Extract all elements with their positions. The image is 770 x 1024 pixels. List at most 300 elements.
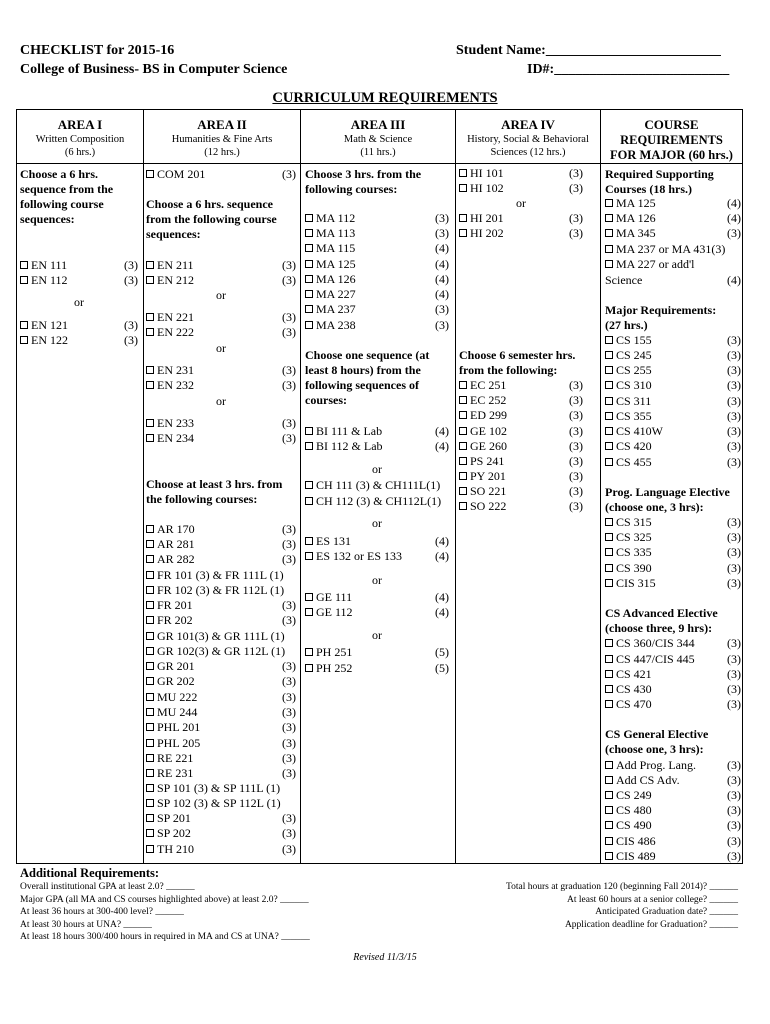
course-checkbox-row[interactable] — [305, 439, 449, 453]
course-checkbox-row[interactable] — [305, 645, 449, 659]
course-checkbox-row[interactable] — [605, 394, 741, 408]
course-label: TH 210 — [157, 842, 194, 856]
course-checkbox-row[interactable] — [305, 494, 449, 508]
course-label: Choose one sequence (at — [305, 348, 430, 362]
course-checkbox-row[interactable] — [459, 226, 583, 240]
course-checkbox-row[interactable] — [305, 478, 449, 492]
course-checkbox-row[interactable] — [146, 613, 296, 627]
course-checkbox-row[interactable] — [605, 515, 741, 529]
checkbox[interactable] — [146, 677, 154, 685]
area-subtitle: Written Composition — [35, 134, 125, 145]
course-checkbox-row[interactable] — [459, 424, 583, 438]
id-field[interactable]: ID#:_________________________ — [527, 62, 730, 77]
or-separator — [20, 295, 138, 309]
course-label: PHL 205 — [157, 736, 201, 750]
course-label: Choose a 6 hrs. sequence — [146, 197, 274, 211]
course-checkbox-row[interactable] — [605, 530, 741, 544]
course-checkbox-row[interactable] — [305, 226, 449, 240]
course-checkbox-row[interactable] — [146, 552, 296, 566]
checkbox[interactable] — [305, 552, 313, 560]
checkbox[interactable] — [146, 693, 154, 701]
course-label: the following courses: — [146, 492, 258, 506]
course-checkbox-row[interactable] — [146, 583, 296, 597]
course-checkbox-row[interactable] — [146, 363, 296, 377]
course-label: GE 111 — [316, 590, 353, 604]
credit-hours: (3) — [727, 818, 741, 832]
course-checkbox-row[interactable] — [305, 318, 449, 332]
course-label: PH 251 — [316, 645, 353, 659]
area-2-header — [144, 117, 300, 159]
course-label: Required Supporting — [605, 167, 714, 181]
course-checkbox-row[interactable] — [605, 196, 741, 210]
course-checkbox-row[interactable] — [459, 378, 583, 392]
credit-hours: (3) — [727, 226, 741, 240]
checkbox[interactable] — [605, 685, 613, 693]
checkbox[interactable] — [20, 261, 28, 269]
checkbox[interactable] — [459, 229, 467, 237]
course-label: Science — [605, 273, 643, 287]
checkbox[interactable] — [305, 442, 313, 450]
checkbox[interactable] — [605, 806, 613, 814]
checkbox[interactable] — [605, 700, 613, 708]
credit-hours: (3) — [282, 613, 296, 627]
checkbox[interactable] — [605, 791, 613, 799]
checkbox[interactable] — [605, 548, 613, 556]
checkbox[interactable] — [305, 260, 313, 268]
checkbox[interactable] — [305, 664, 313, 672]
program-title: College of Business- BS in Computer Science — [20, 62, 288, 77]
course-checkbox-row[interactable] — [20, 333, 138, 347]
checkbox[interactable] — [605, 260, 613, 268]
course-checkbox-row[interactable] — [605, 788, 741, 802]
checkbox[interactable] — [605, 776, 613, 784]
course-checkbox-row[interactable] — [146, 781, 296, 795]
course-checkbox-row[interactable] — [146, 842, 296, 856]
checkbox[interactable] — [146, 555, 154, 563]
course-checkbox-row[interactable] — [305, 257, 449, 271]
instruction-text — [20, 182, 138, 196]
credit-hours: (3) — [282, 273, 296, 287]
course-checkbox-row[interactable] — [605, 667, 741, 681]
course-label: courses: — [305, 393, 347, 407]
checkbox[interactable] — [605, 214, 613, 222]
course-label: PS 241 — [470, 454, 505, 468]
checkbox[interactable] — [605, 245, 613, 253]
course-checkbox-row[interactable] — [146, 522, 296, 536]
course-label: CS 447/CIS 445 — [616, 652, 695, 666]
credit-hours: (3) — [727, 439, 741, 453]
course-checkbox-row[interactable] — [605, 834, 741, 848]
checkbox[interactable] — [605, 458, 613, 466]
credit-hours: (3) — [727, 682, 741, 696]
course-label: MA 237 — [316, 302, 356, 316]
checkbox[interactable] — [605, 336, 613, 344]
course-label: CIS 486 — [616, 834, 656, 848]
course-label: MA 237 or MA 431(3) — [616, 242, 726, 256]
course-checkbox-row[interactable] — [146, 826, 296, 840]
course-label: CS 335 — [616, 545, 652, 559]
course-checkbox-row[interactable] — [20, 258, 138, 272]
course-label: RE 221 — [157, 751, 194, 765]
course-label: CS 470 — [616, 697, 652, 711]
checkbox[interactable] — [459, 502, 467, 510]
course-label: or — [372, 573, 382, 587]
course-checkbox-row[interactable] — [305, 605, 449, 619]
checkbox[interactable] — [146, 708, 154, 716]
checkbox[interactable] — [146, 434, 154, 442]
course-checkbox-row[interactable] — [605, 378, 741, 392]
course-checkbox-row[interactable] — [146, 568, 296, 582]
additional-requirements-title: Additional Requirements: — [20, 866, 160, 880]
requirement-line: Application deadline for Graduation? ______ — [564, 919, 738, 930]
course-checkbox-row[interactable] — [605, 226, 741, 240]
course-checkbox-row[interactable] — [605, 682, 741, 696]
course-label: Add CS Adv. — [616, 773, 680, 787]
course-checkbox-row[interactable] — [605, 333, 741, 347]
checkbox[interactable] — [305, 593, 313, 601]
checkbox[interactable] — [146, 799, 154, 807]
checkbox[interactable] — [305, 275, 313, 283]
credit-hours: (3) — [727, 333, 741, 347]
course-checkbox-row[interactable] — [459, 484, 583, 498]
course-label: RE 231 — [157, 766, 194, 780]
table-header-border — [16, 163, 743, 164]
course-checkbox-row[interactable] — [605, 455, 741, 469]
checkbox[interactable] — [146, 170, 154, 178]
course-checkbox-row[interactable] — [305, 241, 449, 255]
course-label: CIS 489 — [616, 849, 656, 863]
checkbox[interactable] — [459, 411, 467, 419]
requirement-line: Overall institutional GPA at least 2.0? ______ — [20, 882, 195, 892]
area-title: AREA I — [57, 117, 103, 132]
course-checkbox-row[interactable] — [605, 803, 741, 817]
course-label: GR 201 — [157, 659, 195, 673]
course-checkbox-row[interactable] — [146, 659, 296, 673]
course-checkbox-row[interactable] — [459, 393, 583, 407]
course-checkbox-row[interactable] — [146, 431, 296, 445]
course-checkbox-row[interactable] — [305, 661, 449, 675]
course-checkbox-row[interactable] — [146, 273, 296, 287]
credit-hours: (3) — [569, 393, 583, 407]
checkbox[interactable] — [146, 814, 154, 822]
course-checkbox-row[interactable] — [146, 537, 296, 551]
checkbox[interactable] — [146, 328, 154, 336]
course-checkbox-row[interactable] — [146, 416, 296, 430]
checkbox[interactable] — [305, 321, 313, 329]
course-checkbox-row[interactable] — [605, 409, 741, 423]
checkbox[interactable] — [605, 837, 613, 845]
checkbox[interactable] — [146, 754, 154, 762]
credit-hours: (3) — [727, 530, 741, 544]
course-label: CS Advanced Elective — [605, 606, 718, 620]
checkbox[interactable] — [146, 276, 154, 284]
course-checkbox-row[interactable] — [146, 167, 296, 181]
credit-hours: (3) — [569, 439, 583, 453]
course-checkbox-row[interactable] — [459, 166, 583, 180]
checkbox[interactable] — [146, 616, 154, 624]
checkbox[interactable] — [459, 487, 467, 495]
course-label: SP 102 (3) & SP 112L (1) — [157, 796, 281, 810]
course-checkbox-row[interactable] — [146, 258, 296, 272]
checkbox[interactable] — [459, 169, 467, 177]
course-checkbox-row[interactable] — [605, 257, 741, 271]
course-label: or — [372, 516, 382, 530]
checkbox[interactable] — [146, 419, 154, 427]
course-label: HI 201 — [470, 211, 504, 225]
checkbox[interactable] — [146, 381, 154, 389]
instruction-text — [605, 606, 741, 620]
course-checkbox-row[interactable] — [305, 590, 449, 604]
checkbox[interactable] — [146, 662, 154, 670]
course-checkbox-row[interactable] — [146, 736, 296, 750]
course-label: GE 260 — [470, 439, 507, 453]
checkbox[interactable] — [20, 276, 28, 284]
credit-hours: (3) — [569, 424, 583, 438]
checkbox[interactable] — [605, 351, 613, 359]
course-checkbox-row[interactable] — [605, 636, 741, 650]
course-checkbox-row[interactable] — [146, 811, 296, 825]
checkbox[interactable] — [305, 537, 313, 545]
or-separator — [305, 462, 449, 476]
course-checkbox-row[interactable] — [459, 408, 583, 422]
course-checkbox-row[interactable] — [20, 273, 138, 287]
course-label: EN 233 — [157, 416, 194, 430]
checkbox[interactable] — [605, 366, 613, 374]
checkbox[interactable] — [146, 571, 154, 579]
checkbox[interactable] — [146, 829, 154, 837]
checkbox[interactable] — [305, 608, 313, 616]
credit-hours: (3) — [282, 522, 296, 536]
requirement-line: Total hours at graduation 120 (beginning Fall 2014)? ______ — [505, 882, 738, 892]
checkbox[interactable] — [305, 648, 313, 656]
course-label: GE 102 — [470, 424, 507, 438]
checkbox[interactable] — [459, 472, 467, 480]
course-checkbox-row[interactable] — [146, 378, 296, 392]
course-label: following sequences of — [305, 378, 419, 392]
course-label: MA 227 — [316, 287, 356, 301]
checkbox[interactable] — [605, 579, 613, 587]
checkbox[interactable] — [305, 214, 313, 222]
checkbox[interactable] — [146, 723, 154, 731]
checkbox[interactable] — [146, 366, 154, 374]
checkbox[interactable] — [605, 655, 613, 663]
checkbox[interactable] — [146, 784, 154, 792]
course-checkbox-row[interactable] — [459, 439, 583, 453]
course-checkbox-row[interactable] — [146, 720, 296, 734]
checkbox[interactable] — [459, 381, 467, 389]
checkbox[interactable] — [605, 639, 613, 647]
course-label: ES 132 or ES 133 — [316, 549, 403, 563]
checkbox[interactable] — [146, 769, 154, 777]
checkbox[interactable] — [305, 305, 313, 313]
course-checkbox-row[interactable] — [605, 242, 741, 256]
checkbox[interactable] — [146, 647, 154, 655]
course-checkbox-row[interactable] — [305, 534, 449, 548]
checkbox[interactable] — [146, 261, 154, 269]
checkbox[interactable] — [146, 739, 154, 747]
course-checkbox-row[interactable] — [605, 652, 741, 666]
checkbox[interactable] — [605, 518, 613, 526]
course-checkbox-row[interactable] — [146, 325, 296, 339]
checkbox[interactable] — [146, 540, 154, 548]
course-label: CS General Elective — [605, 727, 709, 741]
area-title: AREA IV — [501, 117, 555, 132]
credit-hours: (3) — [727, 348, 741, 362]
course-label: MA 125 — [616, 196, 656, 210]
course-checkbox-row[interactable] — [605, 758, 741, 772]
course-label: MA 238 — [316, 318, 356, 332]
course-label: (choose three, 9 hrs): — [605, 621, 713, 635]
course-label: BI 112 & Lab — [316, 439, 383, 453]
requirement-line: At least 60 hours at a senior college? ______ — [567, 894, 738, 905]
course-checkbox-row[interactable] — [605, 818, 741, 832]
credit-hours: (3) — [727, 803, 741, 817]
checkbox[interactable] — [605, 670, 613, 678]
instruction-text — [605, 318, 741, 332]
checkbox[interactable] — [605, 533, 613, 541]
credit-hours: (3) — [282, 431, 296, 445]
checkbox[interactable] — [146, 845, 154, 853]
course-label: EN 121 — [31, 318, 68, 332]
checkbox[interactable] — [459, 214, 467, 222]
course-label: BI 111 & Lab — [316, 424, 383, 438]
course-label: PH 252 — [316, 661, 353, 675]
checkbox[interactable] — [146, 601, 154, 609]
credit-hours: (3) — [124, 318, 138, 332]
credit-hours: (4) — [435, 549, 449, 563]
checkbox[interactable] — [605, 381, 613, 389]
checkbox[interactable] — [605, 761, 613, 769]
course-checkbox-row[interactable] — [459, 211, 583, 225]
checkbox[interactable] — [459, 184, 467, 192]
course-checkbox-row[interactable] — [605, 697, 741, 711]
course-checkbox-row[interactable] — [605, 576, 741, 590]
checkbox[interactable] — [305, 481, 313, 489]
course-label: GR 101(3) & GR 111L (1) — [157, 629, 285, 643]
checkbox[interactable] — [146, 313, 154, 321]
checkbox[interactable] — [605, 442, 613, 450]
instruction-text — [605, 621, 741, 635]
course-checkbox-row[interactable] — [146, 310, 296, 324]
credit-hours: (3) — [569, 226, 583, 240]
credit-hours: (3) — [282, 842, 296, 856]
credit-hours: (3) — [569, 408, 583, 422]
checkbox[interactable] — [605, 852, 613, 860]
checkbox[interactable] — [605, 821, 613, 829]
checkbox[interactable] — [146, 525, 154, 533]
course-checkbox-row[interactable] — [146, 690, 296, 704]
course-label: MA 113 — [316, 226, 356, 240]
checkbox[interactable] — [305, 290, 313, 298]
checkbox[interactable] — [459, 396, 467, 404]
student-name-field[interactable]: Student Name:_________________________ — [456, 43, 721, 58]
instruction-text — [146, 212, 296, 226]
course-checkbox-row[interactable] — [459, 181, 583, 195]
checkbox[interactable] — [459, 457, 467, 465]
instruction-text — [605, 303, 741, 317]
course-label: CH 111 (3) & CH111L(1) — [316, 478, 441, 492]
course-checkbox-row[interactable] — [146, 598, 296, 612]
course-checkbox-row[interactable] — [605, 363, 741, 377]
checkbox[interactable] — [605, 427, 613, 435]
course-checkbox-row[interactable] — [459, 469, 583, 483]
course-checkbox-row[interactable] — [305, 549, 449, 563]
checkbox[interactable] — [20, 336, 28, 344]
course-checkbox-row[interactable] — [459, 454, 583, 468]
instruction-text — [305, 363, 449, 377]
course-label: Courses (18 hrs.) — [605, 182, 692, 196]
course-checkbox-row[interactable] — [146, 674, 296, 688]
course-checkbox-row[interactable] — [146, 751, 296, 765]
credit-hours: (3) — [282, 736, 296, 750]
course-label: CS 355 — [616, 409, 652, 423]
checkbox[interactable] — [146, 586, 154, 594]
credit-hours: (3) — [282, 167, 296, 181]
credit-hours: (3) — [727, 576, 741, 590]
checkbox[interactable] — [305, 244, 313, 252]
checkbox[interactable] — [20, 321, 28, 329]
course-checkbox-row[interactable] — [605, 773, 741, 787]
course-label: MU 222 — [157, 690, 198, 704]
course-checkbox-row[interactable] — [605, 849, 741, 863]
course-checkbox-row[interactable] — [20, 318, 138, 332]
course-checkbox-row[interactable] — [605, 348, 741, 362]
credit-hours: (5) — [435, 661, 449, 675]
course-label: FR 102 (3) & FR 112L (1) — [157, 583, 285, 597]
credit-hours: (3) — [727, 394, 741, 408]
course-checkbox-row[interactable] — [605, 439, 741, 453]
instruction-text — [605, 485, 741, 499]
course-checkbox-row[interactable] — [305, 424, 449, 438]
credit-hours: (3) — [727, 758, 741, 772]
course-checkbox-row[interactable] — [305, 287, 449, 301]
course-checkbox-row[interactable] — [146, 644, 296, 658]
checkbox[interactable] — [146, 632, 154, 640]
area-subtitle: Sciences (12 hrs.) — [490, 147, 566, 158]
course-label: COM 201 — [157, 167, 206, 181]
checkbox[interactable] — [305, 229, 313, 237]
credit-hours: (4) — [727, 211, 741, 225]
checkbox[interactable] — [459, 427, 467, 435]
course-checkbox-row[interactable] — [146, 629, 296, 643]
course-checkbox-row[interactable] — [146, 796, 296, 810]
course-label: ES 131 — [316, 534, 352, 548]
course-checkbox-row[interactable] — [605, 561, 741, 575]
credit-hours: (3) — [727, 545, 741, 559]
checkbox[interactable] — [605, 412, 613, 420]
checkbox[interactable] — [605, 397, 613, 405]
course-checkbox-row[interactable] — [459, 499, 583, 513]
course-checkbox-row[interactable] — [146, 705, 296, 719]
checkbox[interactable] — [305, 427, 313, 435]
course-checkbox-row[interactable] — [605, 211, 741, 225]
checkbox[interactable] — [605, 564, 613, 572]
course-checkbox-row[interactable] — [605, 424, 741, 438]
course-checkbox-row[interactable] — [305, 272, 449, 286]
course-label: HI 102 — [470, 181, 504, 195]
course-checkbox-row[interactable] — [305, 211, 449, 225]
course-checkbox-row[interactable] — [605, 545, 741, 559]
credit-hours: (3) — [569, 378, 583, 392]
checkbox[interactable] — [459, 442, 467, 450]
checkbox[interactable] — [605, 199, 613, 207]
course-label: GR 102(3) & GR 112L (1) — [157, 644, 286, 658]
course-checkbox-row[interactable] — [305, 302, 449, 316]
checkbox[interactable] — [305, 497, 313, 505]
course-label: CS 480 — [616, 803, 652, 817]
course-checkbox-row[interactable] — [146, 766, 296, 780]
checkbox[interactable] — [605, 229, 613, 237]
